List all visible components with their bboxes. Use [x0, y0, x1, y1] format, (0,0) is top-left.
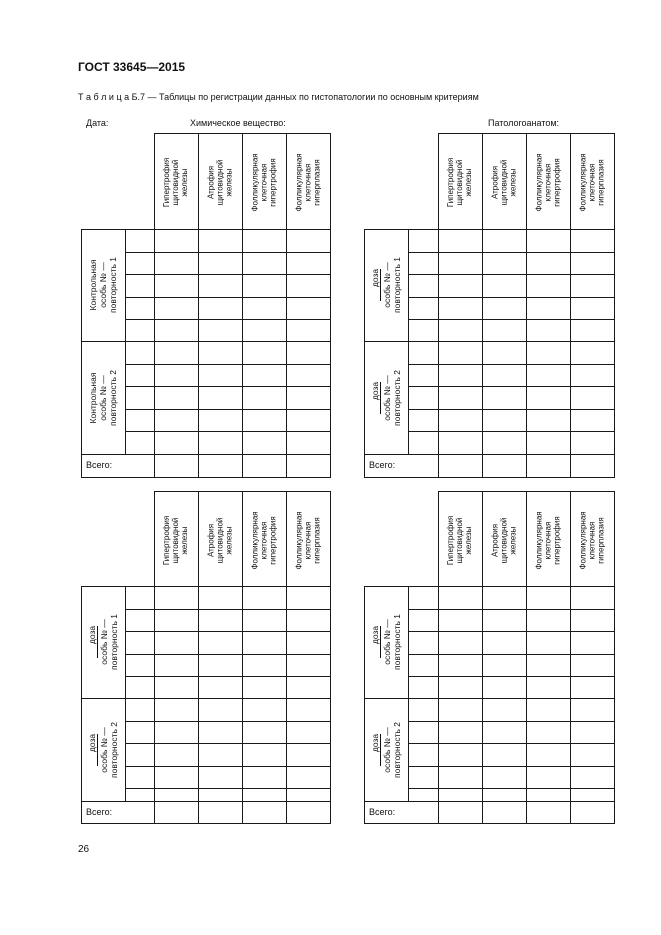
criterion-label: Гипертрофия щитовидной железы	[162, 157, 190, 207]
criterion-header	[570, 492, 614, 588]
table-top-right-row-line	[408, 319, 615, 320]
table-bottom-right-row-line	[408, 743, 615, 744]
animal-number: особь № —	[99, 619, 109, 665]
table-bottom-left-row-line	[125, 788, 331, 789]
group-label-text	[88, 370, 118, 426]
table-top-right-row-line	[408, 431, 615, 432]
document-header: ГОСТ 33645—2015	[78, 60, 186, 74]
table-top-right-row-line	[408, 386, 615, 387]
table-bottom-right-row-line	[408, 631, 615, 632]
table-bottom-left-label-line	[125, 586, 126, 801]
criterion-label: Фолликулярная клеточная гипертрофия	[534, 510, 562, 570]
group-label	[365, 229, 407, 341]
criterion-header	[198, 134, 242, 230]
group-label	[365, 698, 407, 801]
dose-label: доза	[370, 733, 381, 765]
replicate-label: повторность 2	[392, 369, 402, 426]
criterion-header	[198, 492, 242, 588]
page-number: 26	[78, 844, 90, 855]
table-bottom-left-col-line	[330, 491, 331, 824]
table-top-left-row-line	[125, 252, 331, 253]
table-bottom-right-total-line	[364, 801, 615, 802]
criterion-label: Атрофия щитовидной железы	[206, 159, 234, 205]
criterion-label: Фолликулярная клеточная гиперплазия	[578, 510, 606, 570]
dose-label: доза	[87, 733, 98, 765]
table-bottom-left-row-line	[125, 676, 331, 677]
criterion-label: Фолликулярная клеточная гиперплазия	[294, 510, 322, 570]
group-label	[82, 341, 124, 454]
criterion-label: Атрофия щитовидной железы	[490, 159, 518, 205]
criterion-header	[438, 134, 482, 230]
table-bottom-right-row-line	[408, 721, 615, 722]
animal-number: особь № —	[98, 374, 108, 421]
group-label-text	[87, 722, 119, 778]
criterion-header	[242, 492, 286, 588]
animal-number: особь № —	[382, 726, 392, 773]
table-bottom-right-bottom-line	[364, 823, 615, 824]
substance-label: Химическое вещество:	[190, 118, 286, 128]
criterion-label: Атрофия щитовидной железы	[490, 517, 518, 563]
group-label-text	[370, 722, 402, 778]
table-bottom-right-row-line	[408, 676, 615, 677]
animal-number: особь № —	[98, 262, 108, 308]
dose-label: доза	[370, 381, 381, 413]
animal-number: особь № —	[99, 726, 109, 773]
replicate-label: повторность 2	[392, 721, 402, 778]
total-label: Всего:	[86, 807, 113, 817]
table-top-left-row-line	[125, 364, 331, 365]
table-bottom-right-row-line	[408, 766, 615, 767]
total-label: Всего:	[369, 807, 396, 817]
table-top-left-total-line	[81, 454, 331, 455]
replicate-label: повторность 1	[392, 257, 402, 313]
group-name: Контрольная	[88, 372, 98, 423]
table-bottom-left-row-line	[125, 654, 331, 655]
table-top-left-bottom-line	[81, 477, 331, 478]
table-top-right-row-line	[408, 252, 615, 253]
dose-label: доза	[87, 626, 98, 658]
group-label	[82, 698, 124, 801]
table-top-left-row-line	[125, 386, 331, 387]
group-label-text	[370, 257, 402, 313]
criterion-header	[286, 134, 330, 230]
table-bottom-right-row-line	[408, 609, 615, 610]
criterion-label: Фолликулярная клеточная гипертрофия	[534, 152, 562, 212]
table-caption: Т а б л и ц а Б.7 — Таблицы по регистрации данных по гистопатологии по основным критериям	[78, 92, 479, 102]
total-label: Всего:	[86, 460, 113, 470]
table-top-right-bottom-line	[364, 477, 615, 478]
criterion-header	[154, 492, 198, 588]
criterion-header	[482, 492, 526, 588]
table-top-left-col-line	[330, 133, 331, 478]
table-bottom-right-row-line	[408, 654, 615, 655]
dose-label: доза	[370, 626, 381, 658]
replicate-label: повторность 2	[109, 721, 119, 778]
table-top-right-row-line	[408, 364, 615, 365]
criterion-header	[526, 492, 570, 588]
criterion-header	[526, 134, 570, 230]
date-label: Дата:	[86, 118, 109, 128]
group-label	[365, 341, 407, 454]
table-bottom-left-row-line	[125, 609, 331, 610]
criterion-label: Фолликулярная клеточная гипертрофия	[250, 152, 278, 212]
table-bottom-left-row-line	[125, 631, 331, 632]
table-top-left-row-line	[125, 274, 331, 275]
criterion-header	[286, 492, 330, 588]
table-bottom-left-total-line	[81, 801, 331, 802]
table-top-right-row-line	[408, 409, 615, 410]
criterion-label: Атрофия щитовидной железы	[206, 517, 234, 563]
table-bottom-left-bottom-line	[81, 823, 331, 824]
criterion-header	[438, 492, 482, 588]
criterion-header	[154, 134, 198, 230]
table-top-left-row-line	[125, 297, 331, 298]
table-bottom-left-row-line	[125, 743, 331, 744]
group-name: Контрольная	[88, 259, 98, 311]
table-top-left-row-line	[125, 409, 331, 410]
group-label	[365, 586, 407, 698]
group-label-text	[370, 370, 402, 426]
group-label-text	[370, 614, 402, 670]
group-label-text	[87, 614, 119, 670]
dose-label: доза	[370, 269, 381, 301]
table-top-right-total-line	[364, 454, 615, 455]
group-label-text	[88, 257, 118, 313]
table-bottom-right-row-line	[408, 788, 615, 789]
replicate-label: повторность 1	[108, 257, 118, 313]
criterion-label: Фолликулярная клеточная гиперплазия	[294, 152, 322, 212]
table-top-left-row-line	[125, 319, 331, 320]
total-label: Всего:	[369, 460, 396, 470]
criterion-label: Гипертрофия щитовидной железы	[446, 515, 474, 565]
replicate-label: повторность 2	[108, 369, 118, 426]
table-top-left-row-line	[125, 431, 331, 432]
animal-number: особь № —	[382, 619, 392, 665]
criterion-label: Фолликулярная клеточная гиперплазия	[578, 152, 606, 212]
table-top-right-row-line	[408, 297, 615, 298]
criterion-header	[242, 134, 286, 230]
criterion-header	[482, 134, 526, 230]
animal-number: особь № —	[382, 262, 392, 308]
replicate-label: повторность 1	[392, 614, 402, 670]
group-label	[82, 586, 124, 698]
pathologist-label: Патологоанатом:	[488, 118, 560, 128]
criterion-label: Гипертрофия щитовидной железы	[162, 515, 190, 565]
criterion-label: Гипертрофия щитовидной железы	[446, 157, 474, 207]
table-bottom-right-col-line	[614, 491, 615, 824]
table-top-right-col-line	[614, 133, 615, 478]
table-top-right-row-line	[408, 274, 615, 275]
criterion-label: Фолликулярная клеточная гипертрофия	[250, 510, 278, 570]
table-bottom-right-label-line	[408, 586, 409, 801]
replicate-label: повторность 1	[109, 614, 119, 670]
table-bottom-left-row-line	[125, 766, 331, 767]
animal-number: особь № —	[382, 374, 392, 421]
criterion-header	[570, 134, 614, 230]
table-bottom-left-row-line	[125, 721, 331, 722]
group-label	[82, 229, 124, 341]
